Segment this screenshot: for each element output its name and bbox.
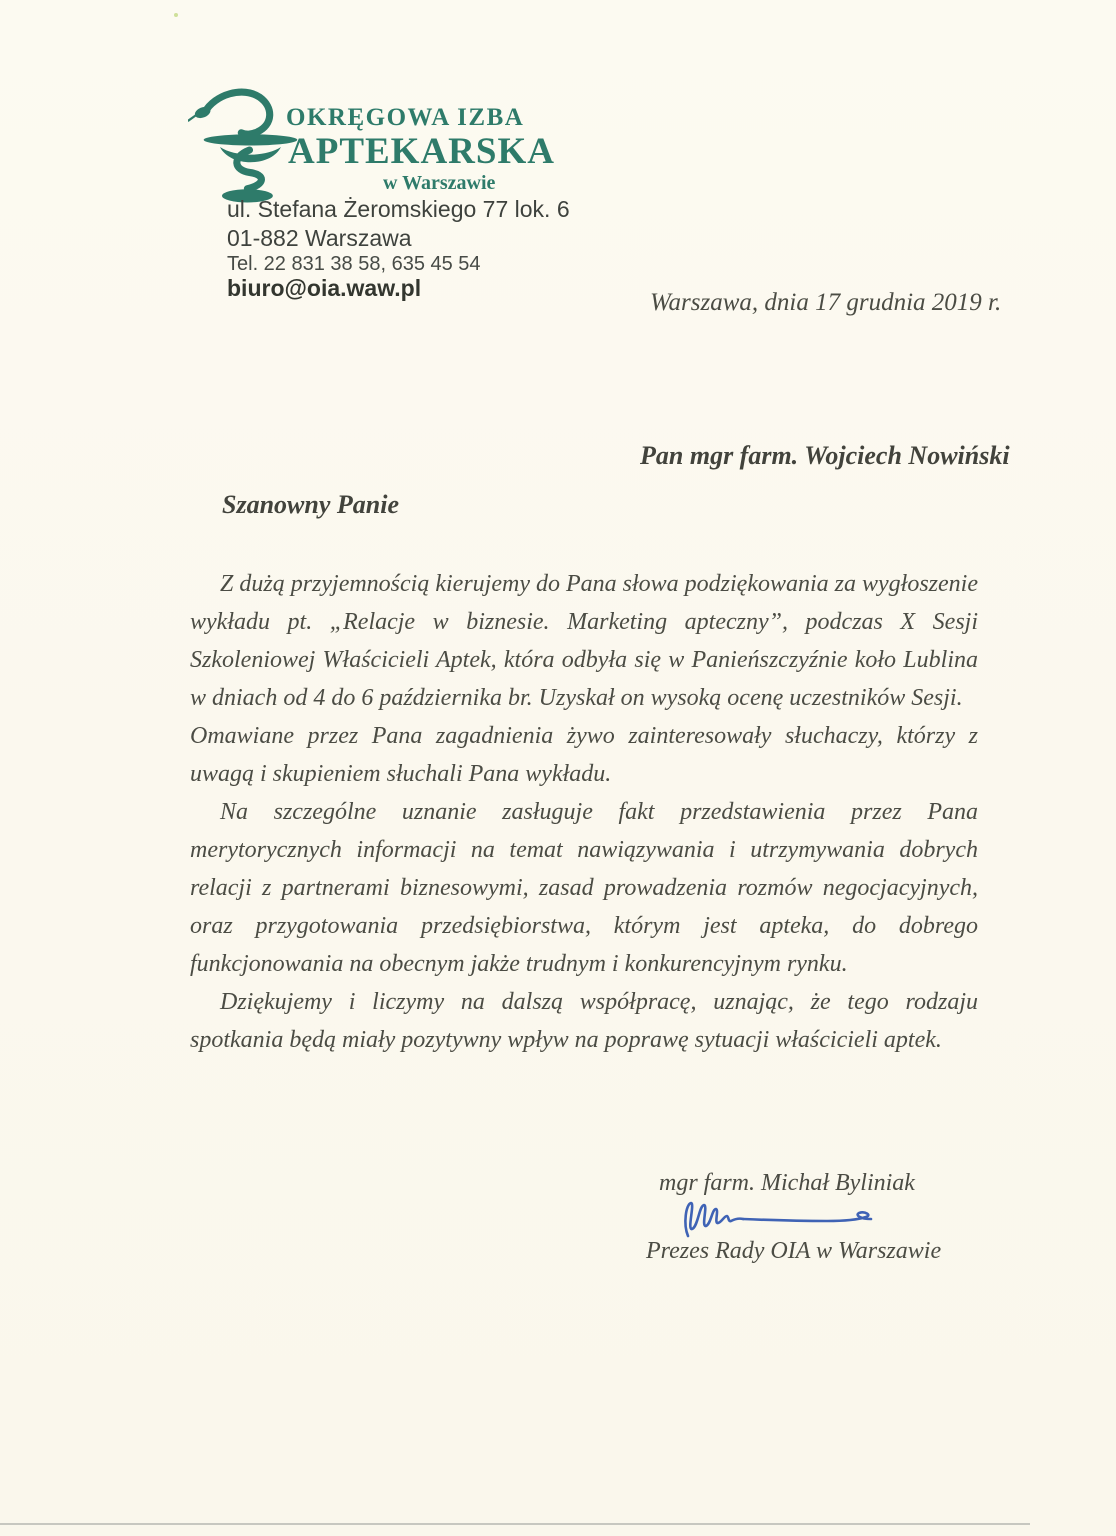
letterhead-address-street: ul. Stefana Żeromskiego 77 lok. 6 — [227, 196, 570, 222]
salutation: Szanowny Panie — [222, 490, 399, 519]
recipient-line: Pan mgr farm. Wojciech Nowiński — [640, 441, 1010, 470]
letterhead-address-city: 01-882 Warszawa — [227, 225, 412, 251]
letterhead-phone: Tel. 22 831 38 58, 635 45 54 — [227, 253, 481, 275]
scan-speck — [174, 13, 178, 17]
org-name-line3: w Warszawie — [383, 172, 496, 194]
dateline: Warszawa, dnia 17 grudnia 2019 r. — [650, 289, 1002, 316]
letter-body — [190, 565, 978, 1059]
org-name-line1: OKRĘGOWA IZBA — [286, 104, 525, 131]
signatory-name: mgr farm. Michał Byliniak — [659, 1170, 915, 1196]
body-paragraph: Dziękujemy i liczymy na dalszą współpracę, uznając, że tego rodzaju spotkania będą miały pozytywny wpływ na poprawę sytuacji właścicieli aptek. — [190, 989, 978, 1053]
scan-edge-line — [0, 1523, 1030, 1525]
signatory-title: Prezes Rady OIA w Warszawie — [646, 1238, 942, 1264]
body-paragraph: Z dużą przyjemnością kierujemy do Pana słowa podziękowania za wygłoszenie wykładu pt. „Relacje w biznesie. Marketing apteczny”, podczas X Sesji Szkoleniowej Właścicieli Aptek, która odbyła się w Panieńszczyźnie koło Lublina w dniach od 4 do 6 października br. Uzyskał on wysoką ocenę uczestników Sesji. — [190, 571, 978, 711]
body-paragraph: Na szczególne uznanie zasługuje fakt przedstawienia przez Pana merytorycznych informacji na temat nawiązywania i utrzymywania dobrych relacji z partnerami biznesowymi, zasad prowadzenia rozmów negocjacyjnych, oraz przygotowania przedsiębiorstwa, którym jest apteka, do dobrego funkcjonowania na obecnym jakże trudnym i konkurencyjnym rynku. — [190, 799, 978, 977]
handwritten-signature-icon — [672, 1196, 894, 1240]
org-name-line2: APTEKARSKA — [288, 131, 555, 172]
body-paragraph: Omawiane przez Pana zagadnienia żywo zainteresowały słuchaczy, którzy z uwagą i skupieniem słuchali Pana wykładu. — [190, 723, 978, 787]
letterhead-email: biuro@oia.waw.pl — [227, 275, 422, 301]
